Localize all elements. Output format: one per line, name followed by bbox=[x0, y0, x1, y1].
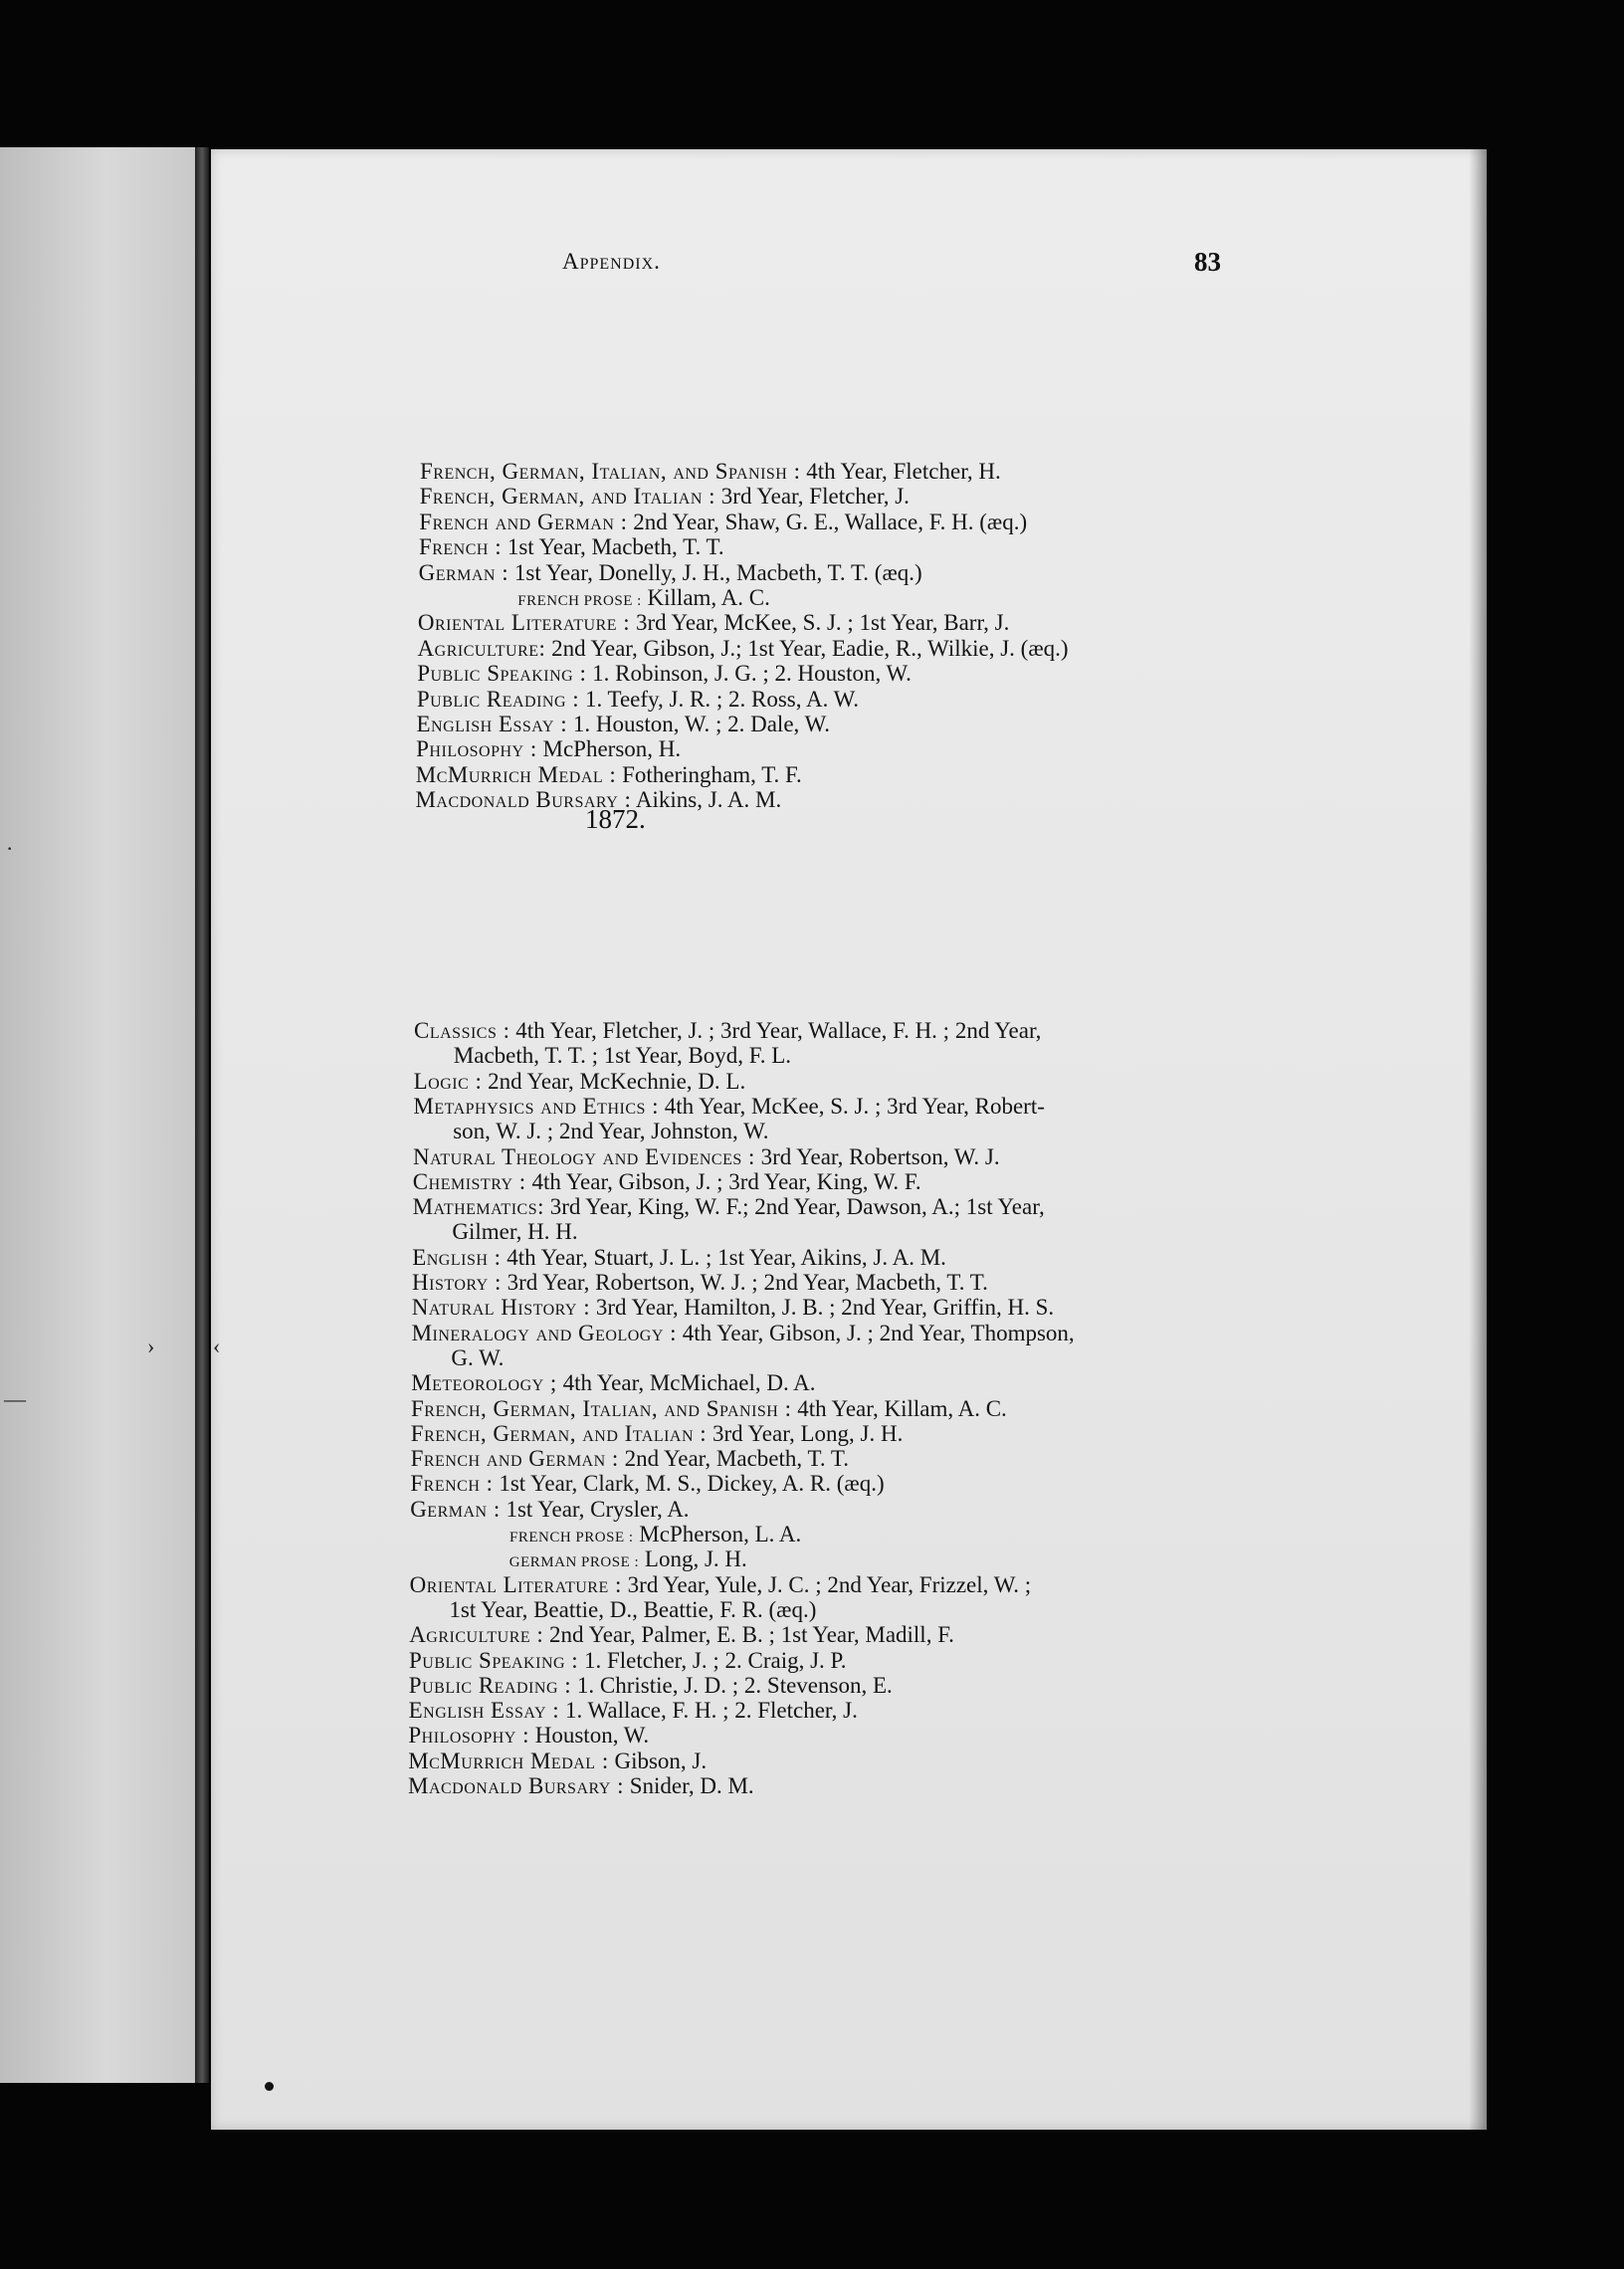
page-edge-shadow bbox=[1469, 149, 1487, 2130]
entry-label: French and German : bbox=[410, 1446, 619, 1472]
entry-line bbox=[418, 636, 1069, 661]
entry-text: 1st Year, Clark, M. S., Dickey, A. R. (æq.) bbox=[493, 1471, 885, 1497]
entry-label: German : bbox=[410, 1496, 501, 1522]
entry-label: McMurrich Medal : bbox=[415, 761, 617, 787]
entry-text: 1. Robinson, J. G. ; 2. Houston, W. bbox=[586, 661, 912, 687]
entry-label: English Essay : bbox=[416, 712, 568, 736]
entry-label: Meteorology ; bbox=[411, 1370, 557, 1396]
entry-line bbox=[410, 1497, 689, 1522]
entry-label: Natural History : bbox=[411, 1295, 591, 1321]
entry-text: Gibson, J. bbox=[608, 1748, 708, 1773]
entry-line bbox=[412, 1321, 1075, 1345]
entry-line bbox=[452, 1219, 577, 1244]
entry-label: Chemistry : bbox=[412, 1168, 526, 1194]
entry-label: French : bbox=[418, 534, 503, 560]
entry-text: 2nd Year, Palmer, E. B. ; 1st Year, Madill, F. bbox=[543, 1622, 954, 1648]
entry-label: History : bbox=[412, 1270, 502, 1295]
entry-line bbox=[411, 1370, 815, 1395]
entry-label: Agriculture: bbox=[417, 635, 546, 661]
entry-line bbox=[417, 712, 830, 736]
entry-label: Oriental Literature : bbox=[417, 610, 631, 636]
book-gutter bbox=[195, 147, 209, 2083]
entry-line bbox=[410, 1471, 884, 1496]
entry-line bbox=[409, 1673, 893, 1698]
entry-line bbox=[416, 736, 681, 761]
entry-label: Classics : bbox=[414, 1018, 510, 1043]
entry-line bbox=[453, 1119, 768, 1143]
entry-line bbox=[411, 1396, 1007, 1421]
entry-text: 1. Christie, J. D. ; 2. Stevenson, E. bbox=[571, 1672, 893, 1698]
entry-label: Public Reading : bbox=[408, 1672, 572, 1698]
entry-text: Macbeth, T. T. ; 1st Year, Boyd, F. L. bbox=[453, 1043, 792, 1069]
entry-text: McPherson, H. bbox=[536, 736, 682, 762]
entry-text: 1st Year, Crysler, A. bbox=[500, 1496, 690, 1522]
binding-mark: ‹ bbox=[213, 1334, 221, 1358]
entry-line bbox=[449, 1597, 816, 1622]
entry-label: Public Reading : bbox=[416, 686, 580, 712]
entry-line bbox=[412, 1295, 1054, 1320]
entry-text: 4th Year, Stuart, J. L. ; 1st Year, Aikins, J. A. M. bbox=[501, 1244, 946, 1270]
entry-label: French, German, and Italian : bbox=[410, 1420, 708, 1446]
entry-text: Killam, A. C. bbox=[641, 585, 770, 610]
entry-label: French, German, Italian, and Spanish : bbox=[411, 1395, 792, 1421]
entry-label: English Essay : bbox=[408, 1698, 560, 1724]
entry-line bbox=[408, 1723, 649, 1748]
entry-line bbox=[414, 1069, 746, 1094]
year-heading-1872: 1872. bbox=[585, 804, 646, 834]
entry-text: Long, J. H. bbox=[639, 1547, 747, 1572]
entry-line bbox=[410, 1572, 1032, 1597]
entry-line bbox=[411, 1446, 849, 1471]
entry-line bbox=[413, 1144, 1000, 1169]
running-head: Appendix. bbox=[562, 249, 661, 274]
entry-label: Natural Theology and Evidences : bbox=[413, 1143, 755, 1169]
entry-text: G. W. bbox=[451, 1344, 505, 1370]
entry-label: Philosophy : bbox=[408, 1723, 529, 1749]
entry-text: Aikins, J. A. M. bbox=[631, 787, 782, 813]
entry-line bbox=[409, 1648, 847, 1673]
entry-text: 3rd Year, McKee, S. J. ; 1st Year, Barr, J. bbox=[630, 610, 1010, 636]
entry-text: 1st Year, Donelly, J. H., Macbeth, T. T. (æq.) bbox=[508, 559, 922, 585]
entry-label: Mathematics: bbox=[412, 1194, 544, 1220]
entry-label: Macdonald Bursary : bbox=[408, 1773, 624, 1798]
facing-page-mark: · bbox=[6, 836, 14, 861]
entry-text: McPherson, L. A. bbox=[633, 1522, 802, 1547]
entry-text: Gilmer, H. H. bbox=[452, 1219, 578, 1245]
entry-line bbox=[418, 610, 1010, 635]
entry-label: English : bbox=[412, 1244, 502, 1270]
entry-text: 4th Year, Fletcher, H. bbox=[800, 459, 1001, 484]
entry-text: Fotheringham, T. F. bbox=[616, 761, 802, 787]
entry-text: 1st Year, Macbeth, T. T. bbox=[502, 534, 724, 560]
entry-text: 1st Year, Beattie, D., Beattie, F. R. (æq.) bbox=[449, 1596, 817, 1622]
entry-line bbox=[413, 1169, 921, 1194]
entry-line bbox=[451, 1345, 504, 1370]
scan-speck bbox=[265, 2082, 274, 2091]
facing-page bbox=[0, 147, 195, 2083]
entry-text: 3rd Year, King, W. F.; 2nd Year, Dawson, A.; 1st Year, bbox=[544, 1194, 1045, 1220]
page-header bbox=[562, 249, 1259, 289]
entry-text: Snider, D. M. bbox=[623, 1773, 754, 1798]
entry-text: 3rd Year, Yule, J. C. ; 2nd Year, Frizzel, W. ; bbox=[621, 1571, 1032, 1597]
entry-label: French, German, Italian, and Spanish : bbox=[420, 459, 801, 484]
entry-label: Macdonald Bursary : bbox=[415, 787, 632, 813]
entry-text: 2nd Year, McKechnie, D. L. bbox=[482, 1068, 746, 1094]
entry-label: GERMAN PROSE : bbox=[508, 1554, 640, 1571]
entry-label: Philosophy : bbox=[416, 736, 537, 762]
entry-label: Oriental Literature : bbox=[409, 1571, 622, 1597]
entry-text: son, W. J. ; 2nd Year, Johnston, W. bbox=[453, 1119, 769, 1144]
entry-text: 1. Fletcher, J. ; 2. Craig, J. P. bbox=[578, 1647, 847, 1673]
entry-line bbox=[416, 762, 802, 787]
entry-text: 3rd Year, Long, J. H. bbox=[707, 1420, 904, 1446]
entry-text: 1. Houston, W. ; 2. Dale, W. bbox=[567, 712, 830, 736]
entry-text: 2nd Year, Shaw, G. E., Wallace, F. H. (æq.) bbox=[627, 509, 1028, 534]
entry-text: 1. Wallace, F. H. ; 2. Fletcher, J. bbox=[559, 1698, 858, 1724]
entry-text: 4th Year, Fletcher, J. ; 3rd Year, Wallace, F. H. ; 2nd Year, bbox=[509, 1018, 1042, 1043]
binding-mark: › bbox=[147, 1334, 155, 1358]
entry-label: FRENCH PROSE : bbox=[517, 593, 642, 609]
entry-line bbox=[412, 1245, 946, 1270]
entry-line bbox=[409, 1622, 954, 1647]
entry-text: 3rd Year, Robertson, W. J. bbox=[754, 1143, 1000, 1169]
entry-label: Logic : bbox=[413, 1068, 483, 1094]
entry-text: 3rd Year, Robertson, W. J. ; 2nd Year, Macbeth, T. T. bbox=[501, 1270, 988, 1295]
entry-line bbox=[419, 560, 922, 585]
entry-line bbox=[420, 459, 1001, 484]
page-number: 83 bbox=[1194, 247, 1221, 277]
entry-line bbox=[412, 1270, 988, 1295]
entry-text: 3rd Year, Hamilton, J. B. ; 2nd Year, Griffin, H. S. bbox=[590, 1295, 1055, 1321]
entry-text: 1. Teefy, J. R. ; 2. Ross, A. W. bbox=[579, 686, 859, 712]
entry-label: French and German : bbox=[419, 509, 628, 534]
entry-line bbox=[417, 687, 859, 712]
entry-label: Mineralogy and Geology : bbox=[411, 1320, 678, 1345]
entry-line bbox=[417, 661, 912, 686]
entry-label: Agriculture : bbox=[409, 1622, 544, 1648]
book-page bbox=[211, 149, 1487, 2130]
entry-line bbox=[409, 1698, 858, 1723]
entry-line bbox=[419, 534, 724, 559]
entry-text: 4th Year, Killam, A. C. bbox=[791, 1395, 1007, 1421]
entry-label: FRENCH PROSE : bbox=[509, 1530, 634, 1546]
entry-label: McMurrich Medal : bbox=[408, 1748, 609, 1773]
entry-text: 3rd Year, Fletcher, J. bbox=[715, 484, 910, 510]
entry-line bbox=[411, 1421, 904, 1446]
entry-label: Public Speaking : bbox=[409, 1647, 579, 1673]
entry-label: Public Speaking : bbox=[417, 661, 587, 687]
entry-label: Metaphysics and Ethics : bbox=[413, 1093, 660, 1119]
entry-line bbox=[413, 1194, 1045, 1219]
facing-page-mark: — bbox=[4, 1386, 26, 1411]
entry-line bbox=[408, 1749, 707, 1773]
entry-line bbox=[414, 1018, 1041, 1043]
entry-line bbox=[454, 1043, 791, 1068]
entry-label: German : bbox=[418, 559, 509, 585]
entry-text: 4th Year, McMichael, D. A. bbox=[556, 1370, 816, 1396]
entry-text: 4th Year, McKee, S. J. ; 3rd Year, Robert- bbox=[659, 1093, 1045, 1119]
entry-text: 2nd Year, Macbeth, T. T. bbox=[618, 1446, 849, 1472]
entry-line bbox=[420, 484, 910, 509]
entry-text: 4th Year, Gibson, J. ; 3rd Year, King, W. F. bbox=[525, 1168, 921, 1194]
entry-text: 2nd Year, Gibson, J.; 1st Year, Eadie, R., Wilkie, J. (æq.) bbox=[545, 635, 1069, 661]
entry-line bbox=[413, 1094, 1045, 1119]
entry-text: 4th Year, Gibson, J. ; 2nd Year, Thompson, bbox=[677, 1320, 1075, 1345]
entry-line bbox=[419, 510, 1027, 534]
entry-label: French : bbox=[410, 1471, 494, 1497]
entry-text: Houston, W. bbox=[529, 1723, 650, 1749]
entry-line bbox=[408, 1773, 754, 1798]
entry-label: French, German, and Italian : bbox=[419, 484, 716, 510]
